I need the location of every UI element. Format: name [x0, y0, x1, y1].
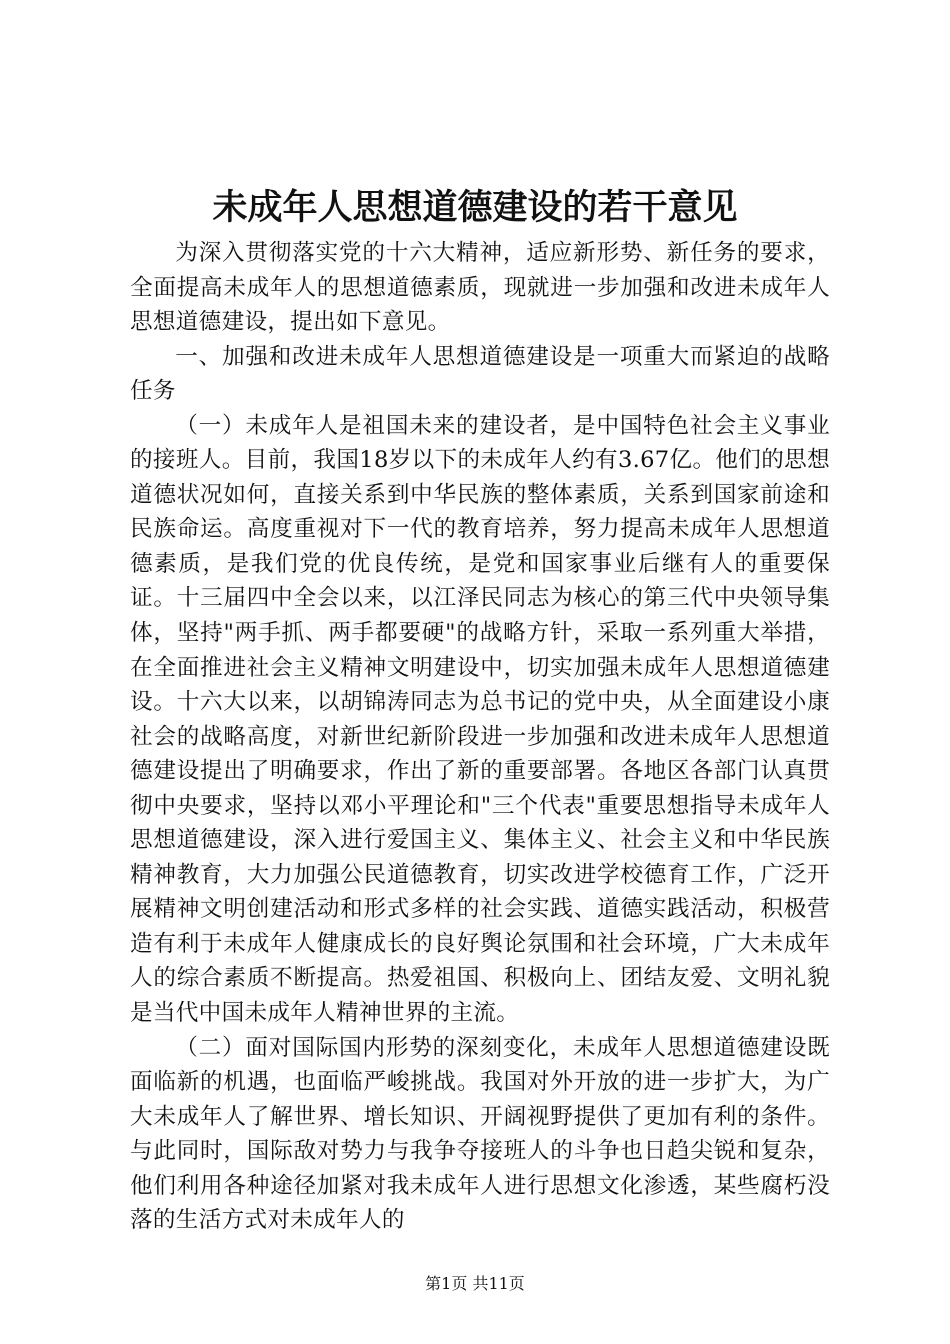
- paragraph-item-1: （一）未成年人是祖国未来的建设者，是中国特色社会主义事业的接班人。目前，我国18岁以下的未成年人约有3.67亿。他们的思想道德状况如何，直接关系到中华民族的整体素质，关系到国家前途和民族命运。高度重视对下一代的教育培养，努力提高未成年人思想道德素质，是我们党的优良传统，是党和国家事业后继有人的重要保证。十三届四中全会以来，以江泽民同志为核心的第三代中央领导集体，坚持"两手抓、两手都要硬"的战略方针，采取一系列重大举措，在全面推进社会主义精神文明建设中，切实加强未成年人思想道德建设。十六大以来，以胡锦涛同志为总书记的党中央，从全面建设小康社会的战略高度，对新世纪新阶段进一步加强和改进未成年人思想道德建设提出了明确要求，作出了新的重要部署。各地区各部门认真贯彻中央要求，坚持以邓小平理论和"三个代表"重要思想指导未成年人思想道德建设，深入进行爱国主义、集体主义、社会主义和中华民族精神教育，大力加强公民道德教育，切实改进学校德育工作，广泛开展精神文明创建活动和形式多样的社会实践、道德实践活动，积极营造有利于未成年人健康成长的良好舆论氛围和社会环境，广大未成年人的综合素质不断提高。热爱祖国、积极向上、团结友爱、文明礼貌是当代中国未成年人精神世界的主流。: [130, 412, 830, 1027]
- page-number-footer: 第1页 共11页: [425, 1274, 525, 1293]
- intro-paragraph: 为深入贯彻落实党的十六大精神，适应新形势、新任务的要求，全面提高未成年人的思想道德素质，现就进一步加强和改进未成年人思想道德建设，提出如下意见。: [130, 240, 830, 336]
- paragraph-item-2: （二）面对国际国内形势的深刻变化，未成年人思想道德建设既面临新的机遇，也面临严峻挑战。我国对外开放的进一步扩大，为广大未成年人了解世界、增长知识、开阔视野提供了更加有利的条件。与此同时，国际敌对势力与我争夺接班人的斗争也日趋尖锐和复杂，他们利用各种途径加紧对我未成年人进行思想文化渗透，某些腐朽没落的生活方式对未成年人的: [130, 1034, 830, 1234]
- document-title: 未成年人思想道德建设的若干意见: [212, 187, 738, 228]
- document-body: [130, 236, 830, 1238]
- section-heading: 一、加强和改进未成年人思想道德建设是一项重大而紧迫的战略任务: [130, 343, 830, 405]
